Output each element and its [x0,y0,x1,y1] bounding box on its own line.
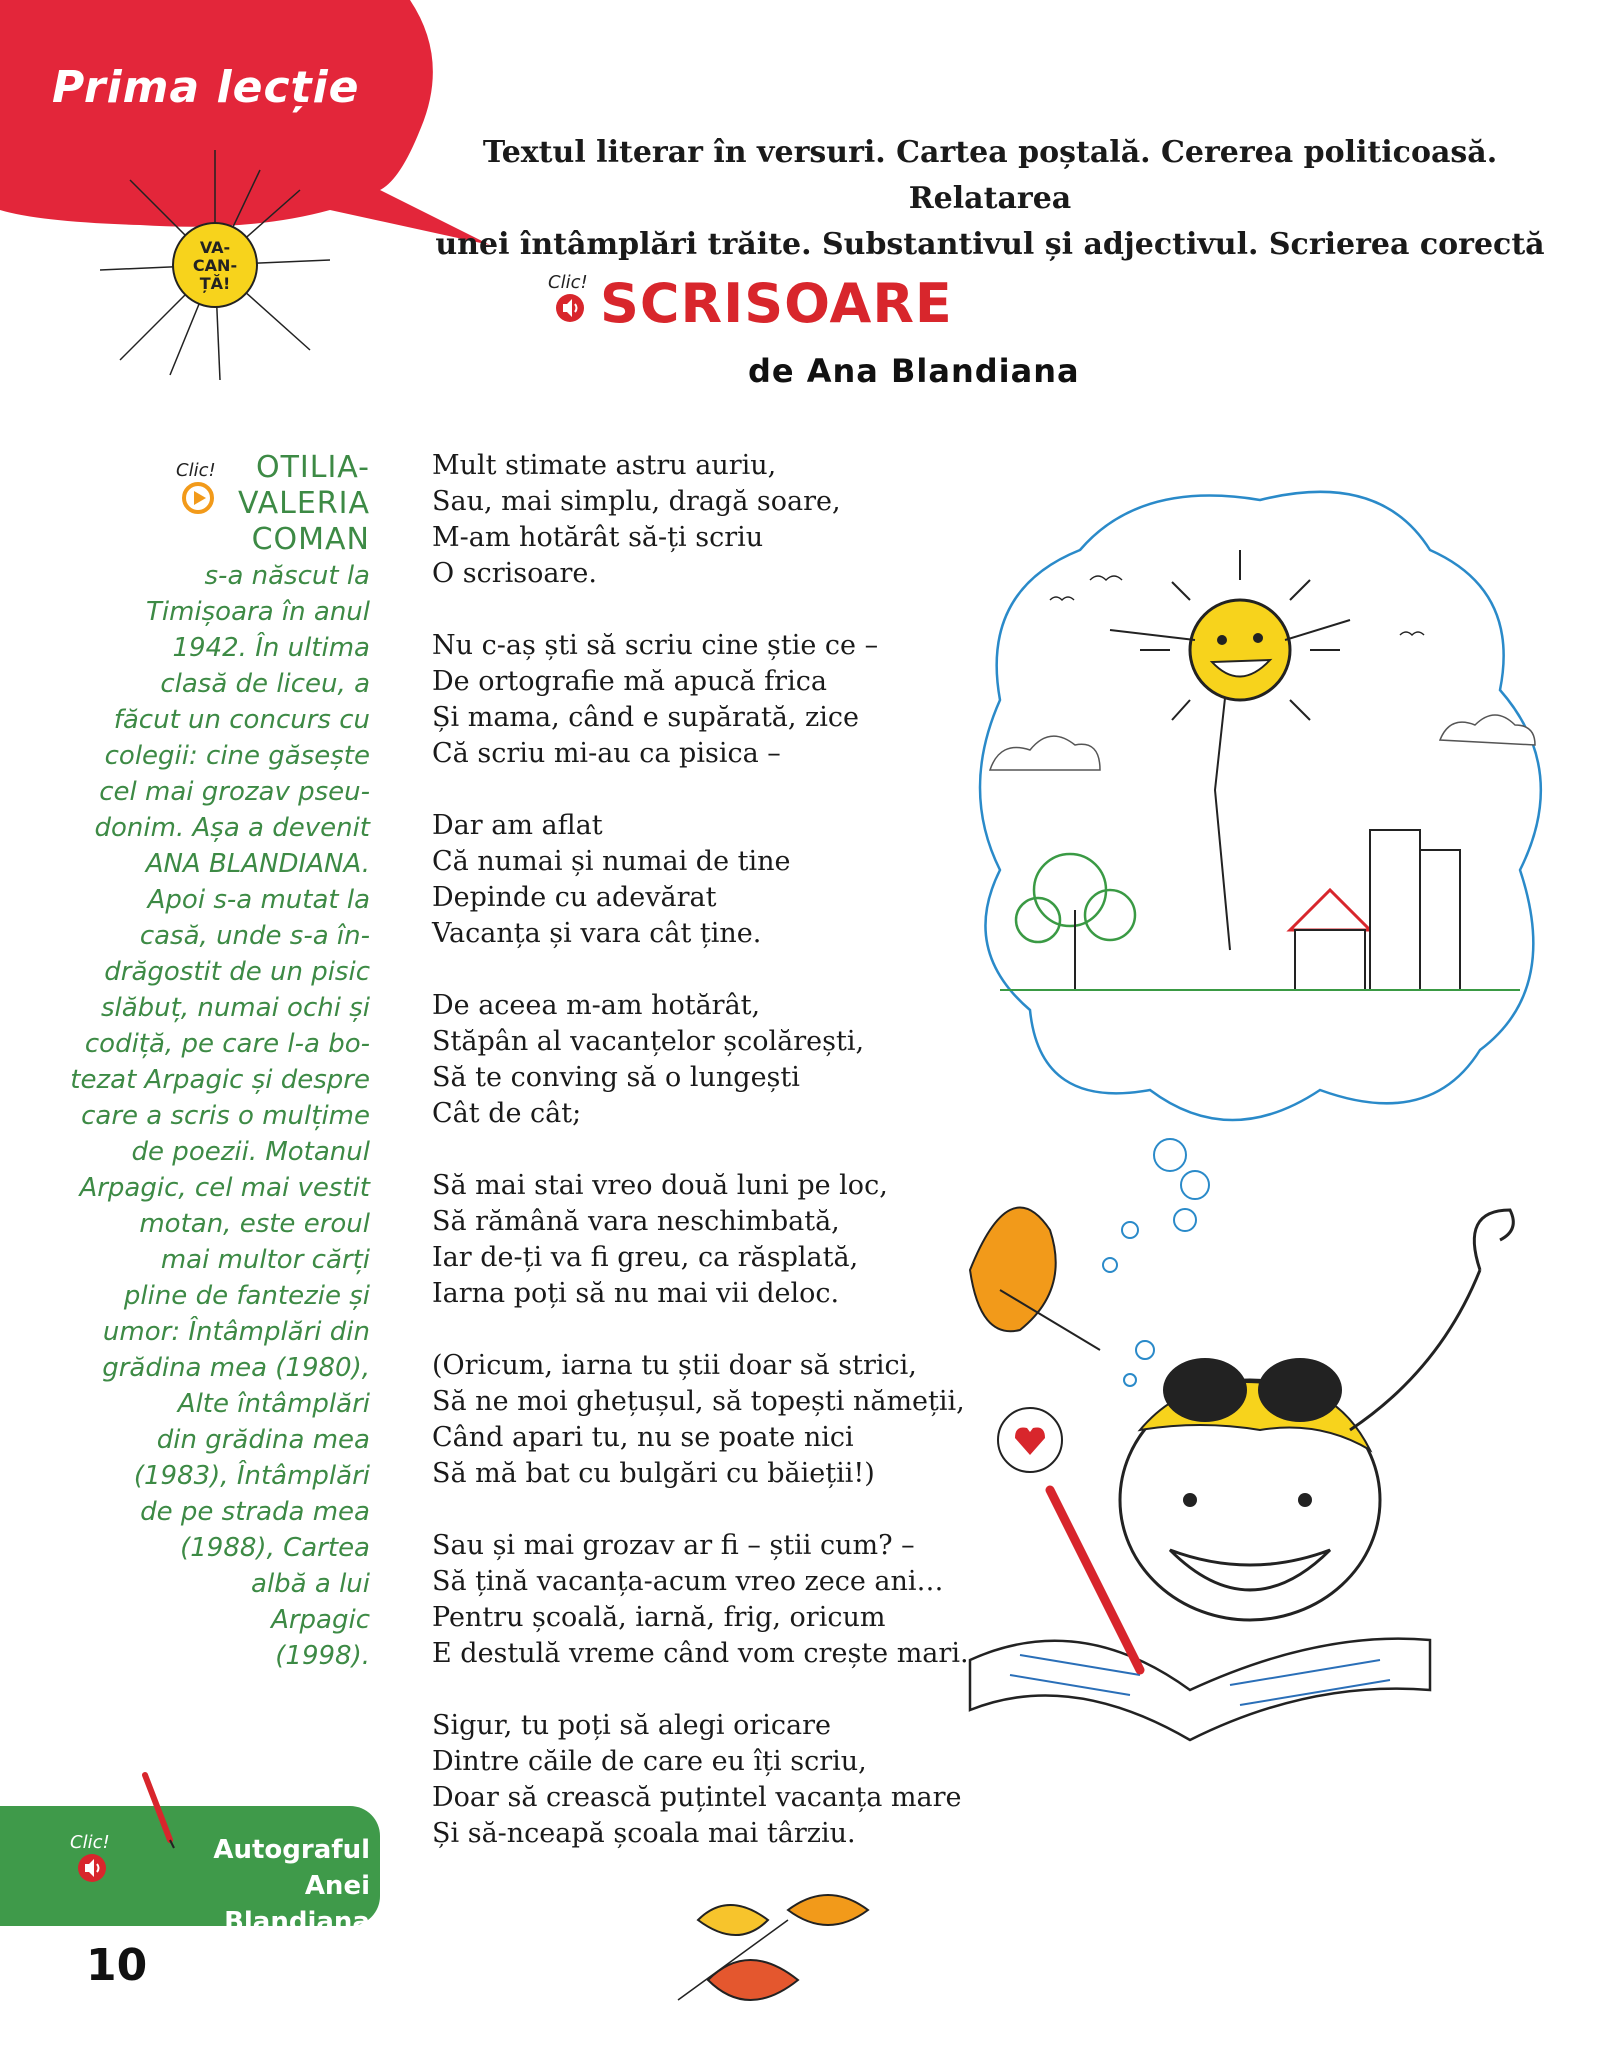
audio-clic-icon[interactable] [548,270,598,330]
poem-line: Cât de cât; [432,1098,582,1129]
poem-line: Doar să crească puțintel vacanța mare [432,1782,962,1813]
autograph-label[interactable] [150,1832,370,1940]
bio-text [40,558,370,1674]
bio-line: (1998). [275,1641,370,1671]
poem-author: de Ana Blandiana [748,352,1080,390]
topics-line-2: unei întâmplări trăite. Substantivul și adjectivul. Scrierea corectă [435,227,1545,262]
leaves-decoration [668,1880,908,2020]
poem-line: Că numai și numai de tine [432,846,791,877]
poem-line: Vacanța și vara cât ține. [432,918,762,949]
bio-line: codiță, pe care l-a bo- [84,1029,370,1059]
bio-line: de poezii. Motanul [131,1137,370,1167]
poem-line: Să mai stai vreo două luni pe loc, [432,1170,888,1201]
autograph-line-2: Anei Blandiana [224,1871,370,1937]
poem-line: Nu c-aș ști să scriu cine știe ce – [432,630,879,661]
author-bio [40,450,370,1674]
poem-stanza [432,1348,965,1492]
bio-line: Arpagic, cel mai vestit [79,1173,370,1203]
poem-line: Depinde cu adevărat [432,882,717,913]
bio-line: slăbuț, numai ochi și [100,993,370,1023]
poem-line: Să țină vacanța-acum vreo zece ani… [432,1566,944,1597]
bio-line: clasă de liceu, a [160,669,370,699]
bio-line: făcut un concurs cu [113,705,370,735]
bio-line: colegii: cine găsește [104,741,370,771]
autograph-line-1: Autograful [213,1835,370,1865]
poem-line: O scrisoare. [432,558,597,589]
audio-clic-icon[interactable] [70,1830,120,1890]
poem-line: Sau și mai grozav ar fi – știi cum? – [432,1530,915,1561]
bio-line: care a scris o mulțime [81,1101,370,1131]
bio-line: motan, este eroul [139,1209,370,1239]
bio-name-line-3: COMAN [251,522,370,557]
svg-text:CAN-: CAN- [192,256,238,275]
bio-line: Alte întâmplări [177,1389,370,1419]
bio-line: Apoi s-a mutat la [147,885,370,915]
bio-line: Timișoara în anul [145,597,370,627]
poem-stanza [432,628,952,772]
poem-line: Sigur, tu poți să alegi oricare [432,1710,831,1741]
bio-line: casă, unde s-a în- [139,921,370,951]
bio-line: din grădina mea [156,1425,370,1455]
bio-name-line-1: OTILIA- [255,450,370,485]
poem-line: Să mă bat cu bulgări cu băieții!) [432,1458,875,1489]
boy-writing-illustration [960,470,1600,1750]
svg-text:VA-: VA- [199,238,231,257]
poem-title: SCRISOARE [600,272,953,335]
clic-label: Clic! [70,1832,110,1853]
svg-text:ȚĂ!: ȚĂ! [199,274,231,293]
bio-line: drăgostit de un pisic [104,957,370,987]
poem-line: Mult stimate astru auriu, [432,450,777,481]
poem-line: E destulă vreme când vom crește mari. [432,1638,969,1669]
bio-line: grădina mea (1980), [102,1353,370,1383]
poem-line: Când apari tu, nu se poate nici [432,1422,854,1453]
poem-line: Iarna poți să nu mai vii deloc. [432,1278,840,1309]
bio-line: umor: Întâmplări din [102,1317,370,1347]
bio-name-line-2: VALERIA [237,486,370,521]
bio-line: pline de fantezie și [123,1281,370,1311]
bio-line: (1983), Întâmplări [133,1461,370,1491]
lesson-topics [420,130,1560,268]
clic-label: Clic! [548,272,588,293]
page-number: 10 [86,1940,148,1991]
poem-line: Să te conving să o lungești [432,1062,800,1093]
bio-line: ANA BLANDIANA. [145,849,370,879]
poem-line: Că scriu mi-au ca pisica – [432,738,781,769]
poem-line: Dar am aflat [432,810,603,841]
bio-line: donim. Așa a devenit [94,813,370,843]
poem-line: De aceea m-am hotărât, [432,990,761,1021]
bio-line: tezat Arpagic și despre [70,1065,370,1095]
poem-line: Să ne moi ghețușul, să topești nămeții, [432,1386,965,1417]
poem-line: Sau, mai simplu, dragă soare, [432,486,841,517]
poem-line: Dintre căile de care eu îți scriu, [432,1746,867,1777]
poem-line: (Oricum, iarna tu știi doar să strici, [432,1350,917,1381]
lesson-title: Prima lecție [52,62,360,113]
poem-stanza [432,988,952,1132]
poem-line: Și să-nceapă școala mai târziu. [432,1818,856,1849]
bio-line: (1988), Cartea [180,1533,370,1563]
poem-line: M-am hotărât să-ți scriu [432,522,764,553]
bio-line: albă a lui [251,1569,370,1599]
poem-line: Pentru școală, iarnă, frig, oricum [432,1602,886,1633]
bio-line: Arpagic [271,1605,370,1635]
bio-line: cel mai grozav pseu- [99,777,370,807]
clic-label: Clic! [176,460,216,481]
poem-line: De ortografie mă apucă frica [432,666,827,697]
poem-stanza [432,1708,962,1852]
poem-line: Și mama, când e supărată, zice [432,702,860,733]
poem-stanza [432,1528,969,1672]
poem-stanza [432,808,952,952]
sun-icon [100,150,330,380]
topics-line-1: Textul literar în versuri. Cartea poștală. Cererea politicoasă. Relatarea [482,135,1498,216]
poem-line: Stăpân al vacanțelor școlărești, [432,1026,865,1057]
poem-body [432,448,969,1888]
poem-stanza [432,448,952,592]
poem-stanza [432,1168,952,1312]
poem-line: Iar de-ți va fi greu, ca răsplată, [432,1242,859,1273]
bio-line: de pe strada mea [140,1497,370,1527]
bio-line: s-a născut la [204,561,370,591]
bio-line: 1942. În ultima [172,633,370,663]
poem-line: Să rămână vara neschimbată, [432,1206,840,1237]
bio-line: mai multor cărți [160,1245,370,1275]
